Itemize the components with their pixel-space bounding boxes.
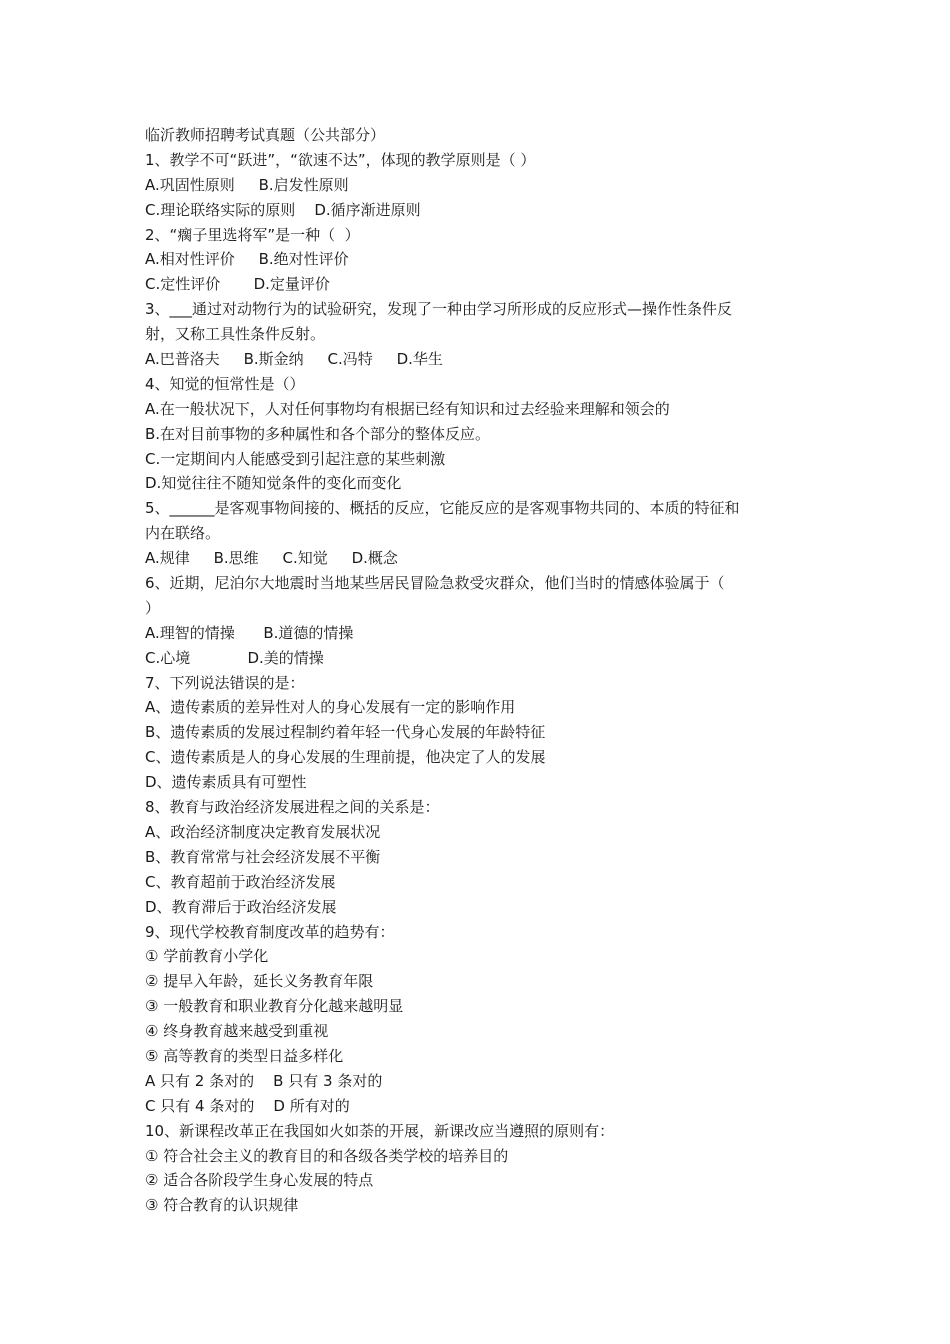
text-line: C、教育超前于政治经济发展 xyxy=(145,872,336,891)
text-line: A.在一般状况下，人对任何事物均有根据已经有知识和过去经验来理解和领会的 xyxy=(145,399,670,418)
text-line: 内在联络。 xyxy=(145,524,221,543)
text-line: ③ 符合教育的认识规律 xyxy=(145,1196,299,1215)
text-line: A.理智的情操 B.道德的情操 xyxy=(145,623,354,642)
text-line: C、遗传素质是人的身心发展的生理前提，他决定了人的发展 xyxy=(145,748,546,767)
text-line: 6、近期，尼泊尔大地震时当地某些居民冒险急救受灾群众，他们当时的情感体验属于（ xyxy=(145,574,725,593)
text-line: 射，又称工具性条件反射。 xyxy=(145,325,326,344)
text-line: 1、教学不可“跃进”，“欲速不达”，体现的教学原则是（ ） xyxy=(145,150,536,169)
text-line: B、教育常常与社会经济发展不平衡 xyxy=(145,847,381,866)
text-line: ③ 一般教育和职业教育分化越来越明显 xyxy=(145,997,404,1016)
text-line: A.巩固性原则 B.启发性原则 xyxy=(145,175,349,194)
text-line: C.心境 D.美的情操 xyxy=(145,648,324,667)
text-line: C.理论联络实际的原则 D.循序渐进原则 xyxy=(145,200,421,219)
text-line: ① 符合社会主义的教育目的和各级各类学校的培养目的 xyxy=(145,1146,509,1165)
text-line: ） xyxy=(145,598,161,617)
text-line: ② 提早入年龄，延长义务教育年限 xyxy=(145,972,374,991)
text-line: D.知觉往往不随知觉条件的变化而变化 xyxy=(145,474,402,493)
text-line: ② 适合各阶段学生身心发展的特点 xyxy=(145,1171,374,1190)
text-line: 9、现代学校教育制度改革的趋势有： xyxy=(145,922,395,941)
document-body xyxy=(145,123,810,1218)
text-line: A、政治经济制度决定教育发展状况 xyxy=(145,822,381,841)
text-line: ④ 终身教育越来越受到重视 xyxy=(145,1022,329,1041)
text-line: A.规律 B.思维 C.知觉 D.概念 xyxy=(145,549,398,568)
text-line: C.定性评价 D.定量评价 xyxy=(145,275,330,294)
text-line: A、遗传素质的差异性对人的身心发展有一定的影响作用 xyxy=(145,698,516,717)
text-line: D、教育滞后于政治经济发展 xyxy=(145,897,337,916)
text-line: C.一定期间内人能感受到引起注意的某些刺激 xyxy=(145,449,446,468)
text-line: A.相对性评价 B.绝对性评价 xyxy=(145,250,349,269)
text-line: C 只有 4 条对的 D 所有对的 xyxy=(145,1096,350,1115)
text-line: 3、___通过对动物行为的试验研究，发现了一种由学习所形成的反应形式—操作性条件反 xyxy=(145,300,733,319)
text-line: 5、______是客观事物间接的、概括的反应，它能反应的是客观事物共同的、本质的特征和 xyxy=(145,499,740,518)
text-line: 4、知觉的恒常性是（） xyxy=(145,374,305,393)
text-line: 10、新课程改革正在我国如火如荼的开展，新课改应当遵照的原则有： xyxy=(145,1121,615,1140)
text-line: 8、教育与政治经济发展进程之间的关系是： xyxy=(145,798,440,817)
text-line: ① 学前教育小学化 xyxy=(145,947,269,966)
text-line: ⑤ 高等教育的类型日益多样化 xyxy=(145,1046,344,1065)
text-line: D、遗传素质具有可塑性 xyxy=(145,773,307,792)
text-line: 2、“瘸子里选将军”是一种（ ） xyxy=(145,225,360,244)
text-line: A 只有 2 条对的 B 只有 3 条对的 xyxy=(145,1071,383,1090)
text-line: B.在对目前事物的多种属性和各个部分的整体反应。 xyxy=(145,424,491,443)
text-line: 7、下列说法错误的是： xyxy=(145,673,305,692)
document-title: 临沂教师招聘考试真题（公共部分） xyxy=(145,126,386,144)
text-line: B、遗传素质的发展过程制约着年轻一代身心发展的年龄特征 xyxy=(145,723,546,742)
text-line: A.巴普洛夫 B.斯金纳 C.冯特 D.华生 xyxy=(145,350,443,369)
